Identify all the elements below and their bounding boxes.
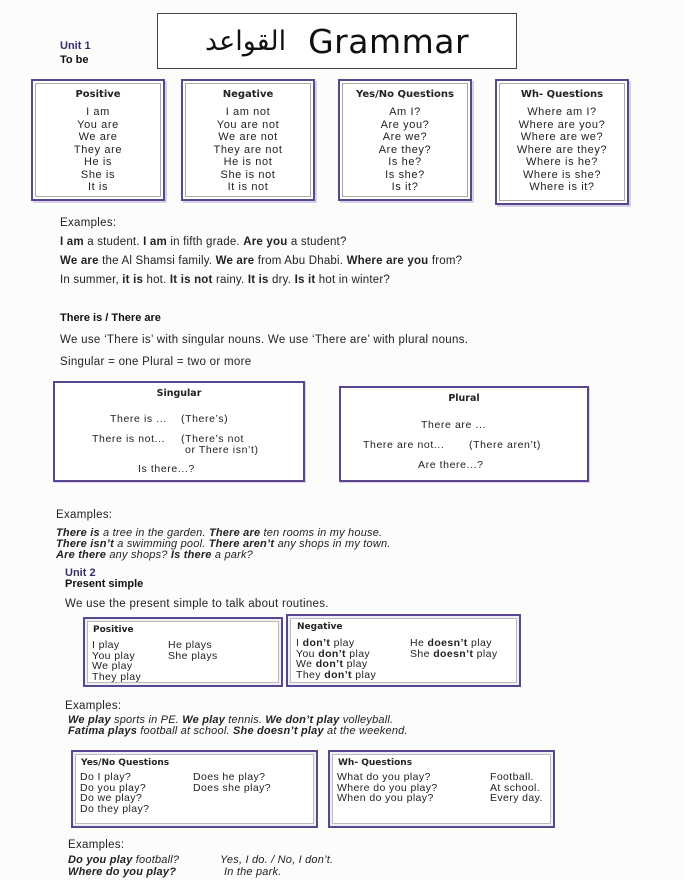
list-item: Football. <box>490 771 534 783</box>
text-segment: We <box>296 658 316 670</box>
unit1-examples <box>60 233 462 290</box>
list-item: We are <box>78 131 118 143</box>
list-item: We are not <box>218 131 278 143</box>
list-item: Is he? <box>388 156 422 168</box>
bold-segment: Is it <box>294 274 316 286</box>
list-item: Do you play? <box>80 781 147 794</box>
text-segment: a student. <box>83 236 144 248</box>
bold-segment: It is not <box>169 274 213 286</box>
text-segment: any shops? <box>106 549 171 561</box>
bold-segment: don’t <box>315 658 344 670</box>
bold-segment: doesn’t <box>433 647 474 660</box>
singular-box-title: Singular <box>156 388 202 399</box>
present-positive-col2 <box>168 640 218 661</box>
list-item: Where are you? <box>518 118 606 131</box>
text-segment: rainy. <box>212 274 248 286</box>
list-item: Where do you play? <box>337 781 438 794</box>
list-item: At school. <box>490 781 541 794</box>
list-item: You play <box>92 649 136 662</box>
there-examples <box>56 528 391 561</box>
text-line <box>296 670 376 681</box>
text-line <box>60 252 462 271</box>
to-be-wh-title: Wh- Questions <box>520 89 604 100</box>
unit2-subheading: Present simple <box>65 578 144 590</box>
bold-segment: There is <box>56 527 100 539</box>
title-arabic: القواعد <box>204 25 287 57</box>
list-item: He plays <box>168 639 213 651</box>
unit1-heading: Unit 1 <box>60 40 91 52</box>
bold-segment: She doesn’t play <box>232 725 324 737</box>
text-segment: dry. <box>268 274 295 286</box>
list-item: Am I? <box>389 106 421 118</box>
list-item: Do they play? <box>80 802 150 815</box>
text-segment: In summer, <box>60 274 123 286</box>
plural-there-are: There are ... <box>421 419 486 431</box>
text-segment: play <box>343 658 368 670</box>
list-item: It is not <box>227 181 269 193</box>
bold-segment: don’t <box>302 637 331 649</box>
unit2-examples <box>68 715 408 737</box>
there-rule: We use ‘There is’ with singular nouns. We use ‘There are’ with plural nouns. <box>60 334 469 346</box>
unit2-examples2-label: Examples: <box>68 839 125 851</box>
singular-there-is-not-short: (There’s not <box>181 433 245 445</box>
text-segment: ten rooms in my house. <box>260 527 383 539</box>
present-yesno-title: Yes/No Questions <box>81 758 170 768</box>
list-item: You are <box>77 118 119 131</box>
list-item: It is <box>87 181 109 193</box>
list-item: Where is she? <box>522 168 602 181</box>
plural-are-there: Are there...? <box>418 459 484 471</box>
singular-plural-definition: Singular = one Plural = two or more <box>60 356 252 368</box>
list-item: Where am I? <box>527 106 597 118</box>
present-wh-col1 <box>337 772 438 804</box>
text-segment: hot. <box>143 274 170 286</box>
list-item: I am not <box>225 106 271 118</box>
text-segment: a swimming pool. <box>114 538 209 550</box>
title-english: Grammar <box>308 21 470 61</box>
list-item: She is not <box>220 168 276 181</box>
bold-segment: There aren’t <box>208 538 275 550</box>
present-negative-title: Negative <box>297 622 343 632</box>
list-item: Are they? <box>378 143 432 156</box>
text-segment: play <box>351 668 377 681</box>
unit1-subheading: To be <box>60 54 89 66</box>
text-segment: play <box>345 647 371 660</box>
text-segment: She <box>410 647 434 660</box>
text-segment: football at school. <box>137 725 233 737</box>
list-item: They are not <box>213 143 283 156</box>
bold-segment: I am <box>143 236 167 248</box>
to-be-wh-list <box>500 106 624 194</box>
example2-question-rest: football? <box>132 854 180 866</box>
present-negative-box <box>286 614 521 687</box>
bold-segment: it is <box>122 274 144 286</box>
bold-segment: Fatima plays <box>68 725 138 737</box>
bold-segment: There isn’t <box>56 538 115 550</box>
singular-box <box>53 381 305 482</box>
example2-question: Where do you play? <box>68 866 177 878</box>
example2-answer: In the park. <box>224 866 282 878</box>
list-item: Does she play? <box>193 781 271 794</box>
bold-segment: It is <box>247 274 269 286</box>
present-wh-col2 <box>490 772 543 804</box>
title-box <box>157 13 517 69</box>
present-positive-col1 <box>92 640 141 682</box>
there-examples-label: Examples: <box>56 509 113 521</box>
present-yesno-box <box>71 750 318 828</box>
plural-there-are-not: There are not... <box>363 439 445 451</box>
list-item: You are not <box>216 118 280 131</box>
singular-there-isnt: or There isn’t) <box>185 444 259 456</box>
bold-segment: We don’t play <box>265 714 340 726</box>
bold-segment: Are there <box>56 549 107 561</box>
bold-segment: I am <box>60 236 84 248</box>
list-item: Do I play? <box>80 771 132 783</box>
text-segment: the Al Shamsi family. <box>98 255 216 267</box>
present-negative-col2 <box>410 638 498 659</box>
list-item: She is <box>80 168 116 181</box>
text-segment: a tree in the garden. <box>99 527 209 539</box>
text-segment: any shops in my town. <box>274 538 391 550</box>
text-line <box>60 271 462 290</box>
to-be-negative-list <box>186 106 310 194</box>
list-item: He is <box>83 156 113 168</box>
list-item: Every day. <box>490 792 543 804</box>
there-heading: There is / There are <box>60 312 161 324</box>
text-segment: at the weekend. <box>323 725 408 737</box>
singular-is-there: Is there...? <box>138 463 195 475</box>
text-segment: play <box>473 647 498 660</box>
example2-answer: Yes, I do. / No, I don’t. <box>220 854 334 866</box>
unit2-heading: Unit 2 <box>65 567 96 579</box>
text-line <box>68 726 408 737</box>
list-item: She plays <box>168 649 218 662</box>
text-segment: hot in winter? <box>315 274 390 286</box>
text-line <box>56 550 391 561</box>
plural-box-title: Plural <box>448 393 480 404</box>
list-item: We play <box>92 660 133 672</box>
text-line <box>410 649 498 660</box>
to-be-yesno-title: Yes/No Questions <box>356 89 454 100</box>
list-item: Where are they? <box>516 143 608 156</box>
text-segment: play <box>467 637 492 649</box>
text-segment: tennis. <box>225 714 266 726</box>
list-item: I am <box>86 106 110 118</box>
singular-there-is: There is ... <box>110 413 167 425</box>
list-item: He is not <box>223 156 273 168</box>
present-negative-col1 <box>296 638 376 680</box>
bold-segment: doesn’t <box>427 637 468 649</box>
text-segment: He <box>410 637 428 649</box>
example2-question: Do you play <box>68 854 133 866</box>
present-wh-box <box>328 750 555 828</box>
bold-segment: Is there <box>170 549 212 561</box>
list-item: Where is he? <box>525 156 598 168</box>
list-item: Where is it? <box>529 181 595 193</box>
text-segment: a student? <box>287 236 347 248</box>
list-item: When do you play? <box>337 792 434 804</box>
list-item: Is she? <box>385 168 425 181</box>
text-segment: play <box>330 637 355 649</box>
unit1-examples-label: Examples: <box>60 217 117 229</box>
text-line <box>60 233 462 252</box>
unit2-rule: We use the present simple to talk about routines. <box>65 598 329 610</box>
bold-segment: Are you <box>243 236 288 248</box>
present-positive-box <box>83 617 283 687</box>
unit2-examples-label: Examples: <box>65 700 122 712</box>
bold-segment: We are <box>215 255 255 267</box>
to-be-positive-box <box>31 79 165 201</box>
list-item: They play <box>92 670 142 683</box>
to-be-positive-list <box>36 106 160 194</box>
list-item: Where are we? <box>520 131 604 143</box>
list-item: Are we? <box>382 131 428 143</box>
list-item: What do you play? <box>337 771 431 783</box>
present-wh-title: Wh- Questions <box>338 758 413 768</box>
text-segment: You <box>296 647 319 660</box>
present-positive-title: Positive <box>93 625 134 635</box>
present-yesno-col2 <box>193 772 271 793</box>
singular-there-is-short: (There’s) <box>181 413 229 425</box>
bold-segment: There are <box>208 527 261 539</box>
bold-segment: Where are you <box>346 255 429 267</box>
text-segment: volleyball. <box>339 714 394 726</box>
text-segment: a park? <box>211 549 253 561</box>
list-item: Does he play? <box>193 771 266 783</box>
list-item: Do we play? <box>80 792 143 804</box>
list-item: I play <box>92 639 120 651</box>
to-be-wh-box <box>495 79 629 205</box>
present-yesno-col1 <box>80 772 149 814</box>
text-segment: sports in PE. <box>110 714 183 726</box>
text-segment: from? <box>428 255 463 267</box>
to-be-negative-box <box>181 79 315 201</box>
to-be-yesno-box <box>338 79 472 201</box>
list-item: They are <box>73 143 123 156</box>
bold-segment: don’t <box>318 647 346 660</box>
bold-segment: We are <box>60 255 99 267</box>
text-segment: They <box>296 668 325 681</box>
bold-segment: don’t <box>324 668 352 681</box>
list-item: Are you? <box>380 118 430 131</box>
to-be-positive-title: Positive <box>75 89 121 100</box>
singular-there-is-not: There is not... <box>92 433 166 445</box>
text-segment: from Abu Dhabi. <box>254 255 347 267</box>
to-be-yesno-list <box>343 106 467 194</box>
plural-there-arent: (There aren’t) <box>469 439 542 451</box>
text-segment: in fifth grade. <box>166 236 244 248</box>
bold-segment: We play <box>182 714 226 726</box>
to-be-negative-title: Negative <box>222 89 274 100</box>
bold-segment: We play <box>68 714 111 726</box>
text-segment: I <box>296 637 303 649</box>
plural-box <box>339 386 589 482</box>
list-item: Is it? <box>391 181 419 193</box>
